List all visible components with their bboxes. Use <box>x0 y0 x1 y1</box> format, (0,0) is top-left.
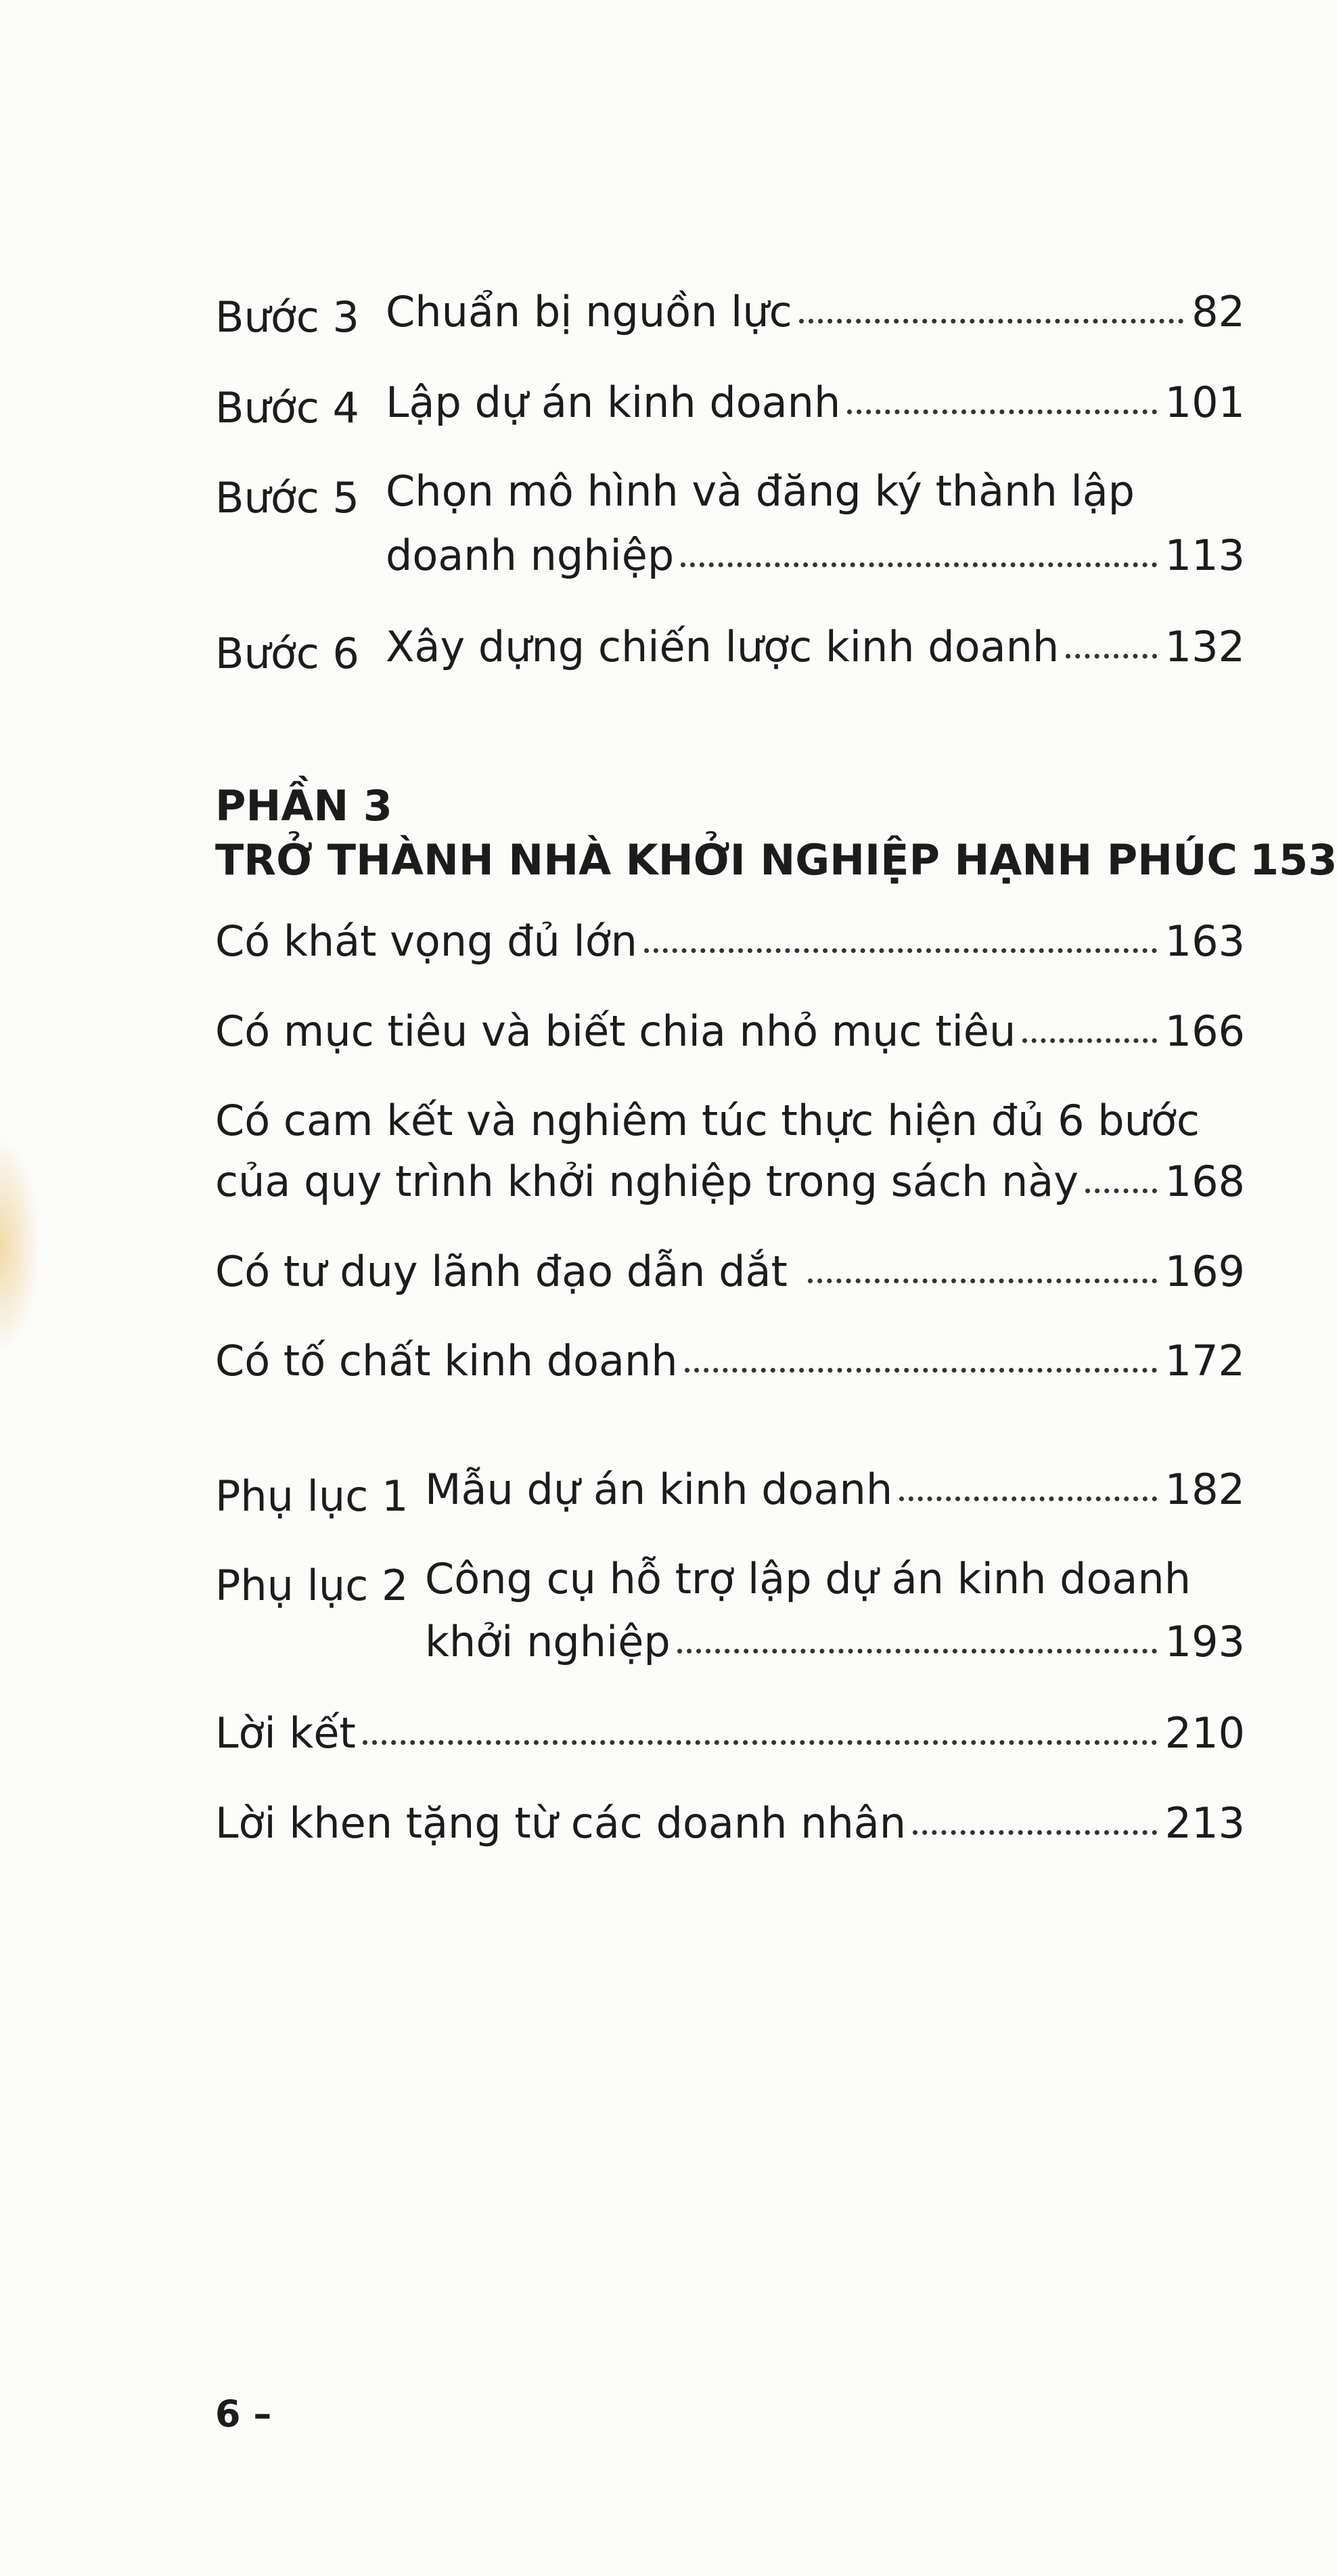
toc-entry-appendix-2[interactable] <box>425 1617 1245 1666</box>
toc-entry-tu-duy[interactable] <box>215 1247 1245 1296</box>
step-3-label: Bước 3 <box>215 292 360 342</box>
dot-leader <box>1085 1189 1157 1193</box>
toc-entry-page: 163 <box>1164 916 1245 966</box>
toc-entry-page: 213 <box>1164 1798 1245 1848</box>
dot-leader <box>808 1279 1157 1283</box>
page-number: 6 – <box>215 2393 272 2435</box>
toc-entry-title: Có khát vọng đủ lớn <box>215 916 637 966</box>
dot-leader <box>913 1830 1157 1835</box>
dot-leader <box>363 1740 1157 1745</box>
toc-entry-page: 169 <box>1164 1247 1245 1296</box>
toc-entry-title-line1: Công cụ hỗ trợ lập dự án kinh doanh <box>425 1554 1191 1603</box>
toc-entry-page: 101 <box>1164 378 1245 427</box>
toc-entry-page: 193 <box>1164 1617 1245 1666</box>
toc-entry-title-line2: của quy trình khởi nghiệp trong sách này <box>215 1157 1079 1206</box>
dot-leader <box>847 409 1156 414</box>
toc-entry-step-6[interactable] <box>386 622 1245 671</box>
part-3-title: TRỞ THÀNH NHÀ KHỞI NGHIỆP HẠNH PHÚC <box>215 835 1238 885</box>
dot-leader <box>1022 1038 1156 1043</box>
toc-entry-appendix-1[interactable] <box>425 1465 1245 1514</box>
step-4-label: Bước 4 <box>215 383 360 432</box>
toc-entry-title: Xây dựng chiến lược kinh doanh <box>386 622 1060 671</box>
toc-entry-title: Mẫu dự án kinh doanh <box>425 1465 893 1514</box>
appendix-2-label: Phụ lục 2 <box>215 1561 409 1610</box>
toc-entry-step-5[interactable] <box>386 531 1245 580</box>
toc-entry-step-3[interactable] <box>386 287 1245 336</box>
page-edge-shadow <box>0 1137 41 1354</box>
toc-entry-loi-khen[interactable] <box>215 1798 1245 1848</box>
dot-leader <box>1066 654 1156 659</box>
toc-entry-step-4[interactable] <box>386 378 1245 427</box>
dot-leader <box>644 948 1157 953</box>
toc-entry-page: 168 <box>1164 1157 1245 1206</box>
toc-entry-page: 182 <box>1164 1465 1245 1514</box>
toc-entry-page: 210 <box>1164 1708 1245 1758</box>
toc-entry-page: 132 <box>1164 622 1245 671</box>
step-5-label: Bước 5 <box>215 473 360 523</box>
toc-entry-page: 166 <box>1164 1006 1245 1056</box>
toc-entry-page: 113 <box>1164 531 1245 580</box>
toc-entry-title-line1: Chọn mô hình và đăng ký thành lập <box>386 466 1135 516</box>
toc-entry-khat-vong[interactable] <box>215 916 1245 966</box>
toc-entry-title-line1: Có cam kết và nghiêm túc thực hiện đủ 6 bước <box>215 1096 1200 1145</box>
dot-leader <box>799 319 1183 324</box>
dot-leader <box>677 1649 1157 1653</box>
dot-leader <box>899 1496 1157 1501</box>
toc-entry-muc-tieu[interactable] <box>215 1006 1245 1056</box>
dot-leader <box>685 1368 1157 1373</box>
toc-entry-page: 82 <box>1192 287 1245 336</box>
toc-entry-title: Lời kết <box>215 1708 356 1758</box>
toc-entry-title-line2: doanh nghiệp <box>386 531 675 580</box>
toc-entry-loi-ket[interactable] <box>215 1708 1245 1758</box>
toc-entry-title: Có tư duy lãnh đạo dẫn dắt <box>215 1247 788 1296</box>
toc-entry-title: Có tố chất kinh doanh <box>215 1336 678 1385</box>
toc-entry-title: Chuẩn bị nguồn lực <box>386 287 792 336</box>
appendix-1-label: Phụ lục 1 <box>215 1471 409 1521</box>
toc-entry-title: Lời khen tặng từ các doanh nhân <box>215 1798 907 1848</box>
part-3-heading: PHẦN 3 <box>215 781 392 830</box>
toc-entry-cam-ket[interactable] <box>215 1157 1245 1206</box>
toc-entry-page: 153 <box>1249 835 1337 885</box>
toc-entry-page: 172 <box>1164 1336 1245 1385</box>
dot-leader <box>681 562 1156 567</box>
toc-entry-to-chat[interactable] <box>215 1336 1245 1385</box>
toc-entry-part-3[interactable] <box>215 835 1337 885</box>
step-6-label: Bước 6 <box>215 629 360 678</box>
toc-entry-title: Có mục tiêu và biết chia nhỏ mục tiêu <box>215 1006 1016 1056</box>
toc-entry-title-line2: khởi nghiệp <box>425 1617 671 1666</box>
toc-entry-title: Lập dự án kinh doanh <box>386 378 841 427</box>
